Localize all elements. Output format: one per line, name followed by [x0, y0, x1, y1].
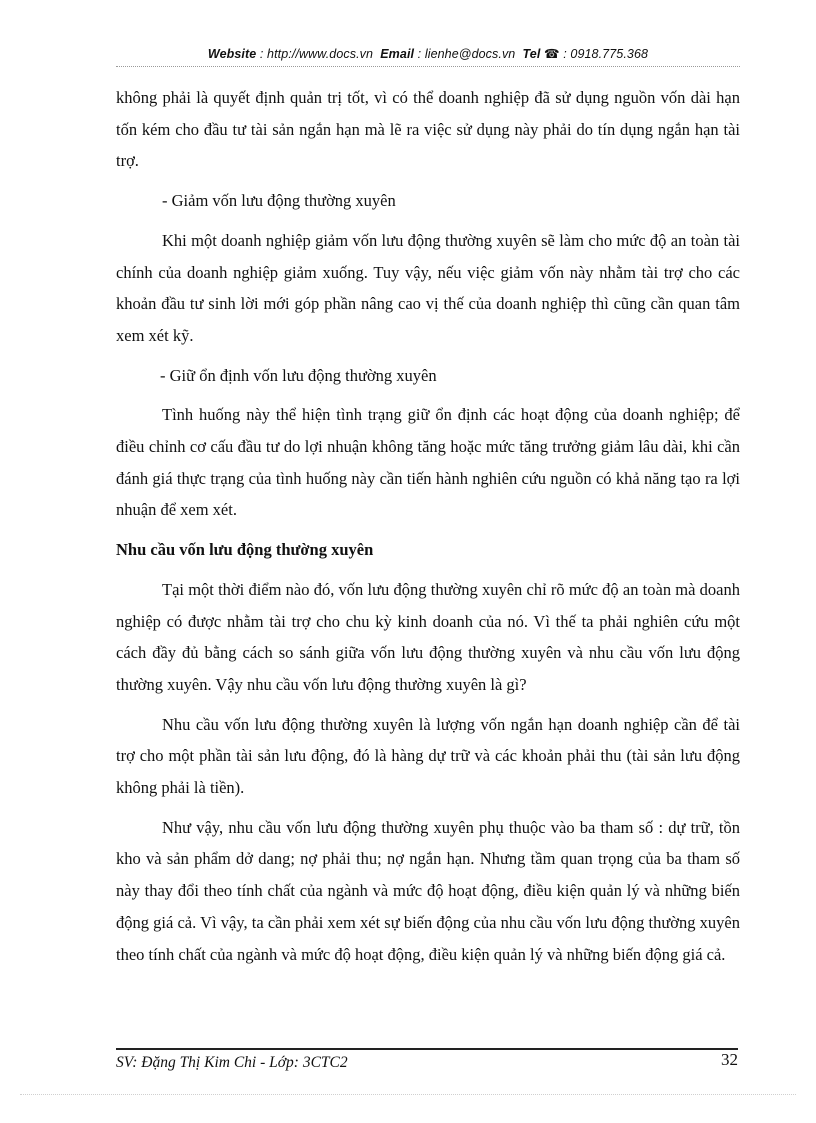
page-bottom-divider — [20, 1094, 796, 1095]
paragraph-stable: Tình huống này thể hiện tình trạng giữ ổn định các hoạt động của doanh nghiệp; để điều chỉnh cơ cấu đầu tư do lợi nhuận không tăng hoặc mức tăng trưởng giảm lâu dài, khi cần đánh giá thực trạng của tình huống này cần tiến hành nghiên cứu nguồn có khả năng tạo ra lợi nhuận để xem xét. — [116, 405, 740, 520]
email-label: Email — [380, 47, 415, 61]
paragraph-parameters: Như vậy, nhu cầu vốn lưu động thường xuyên phụ thuộc vào ba tham số : dự trữ, tồn kho và sản phẩm dở dang; nợ phải thu; nợ ngắn hạn. Nhưng tầm quan trọng của ba tham số này thay đổi theo tính chất của ngành và mức độ hoạt động, điều kiện quản lý và những biến động giá cả. Vì vậy, ta cần phải xem xét sự biến động của nhu cầu vốn lưu động thường xuyên theo tính chất của ngành và mức độ hoạt động, điều kiện quản lý và những biến động giá cả. — [116, 817, 740, 964]
section-heading: Nhu cầu vốn lưu động thường xuyên — [116, 540, 374, 560]
footer-divider — [116, 1048, 738, 1050]
bullet-stable-working-capital: - Giữ ổn định vốn lưu động thường xuyên — [160, 365, 437, 385]
tel-number: ☎ : 0918.775.368 — [544, 47, 649, 61]
page-header — [116, 46, 740, 61]
page-number: 32 — [721, 1050, 738, 1069]
paragraph-definition: Nhu cầu vốn lưu động thường xuyên là lượng vốn ngắn hạn doanh nghiệp cần để tài trợ cho một phần tài sản lưu động, đó là hàng dự trữ và các khoản phải thu (tài sản lưu động không phải là tiền). — [116, 714, 740, 798]
paragraph-continued: không phải là quyết định quản trị tốt, vì có thể doanh nghiệp đã sử dụng nguồn vốn dài hạn tốn kém cho đầu tư tài sản ngắn hạn mà lẽ ra việc sử dụng này phải do tín dụng ngắn hạn tài trợ. — [116, 88, 740, 171]
tel-label: Tel — [522, 47, 541, 61]
header-divider — [116, 66, 740, 67]
website-label: Website — [207, 47, 257, 61]
paragraph-decrease: Khi một doanh nghiệp giảm vốn lưu động thường xuyên sẽ làm cho mức độ an toàn tài chính của doanh nghiệp giảm xuống. Tuy vậy, nếu việc giảm vốn này nhằm tài trợ cho các khoản đầu tư sinh lời mới góp phần nâng cao vị thế của doanh nghiệp thì cũng cần quan tâm xem xét kỹ. — [116, 230, 740, 345]
bullet-decrease-working-capital: - Giảm vốn lưu động thường xuyên — [162, 191, 396, 211]
document-body — [116, 82, 740, 970]
footer-author: SV: Đặng Thị Kim Chi - Lớp: 3CTC2 — [116, 1054, 348, 1071]
website-url[interactable]: : http://www.docs.vn — [259, 47, 374, 61]
email-address[interactable]: : lienhe@docs.vn — [417, 47, 516, 61]
paragraph-definition-context: Tại một thời điểm nào đó, vốn lưu động thường xuyên chỉ rõ mức độ an toàn mà doanh nghiệp có được nhằm tài trợ cho chu kỳ kinh doanh của nó. Vì thế ta phải nghiên cứu một cách đầy đủ bằng cách so sánh giữa vốn lưu động thường xuyên và nhu cầu vốn lưu động thường xuyên. Vậy nhu cầu vốn lưu động thường xuyên là gì? — [116, 579, 740, 694]
